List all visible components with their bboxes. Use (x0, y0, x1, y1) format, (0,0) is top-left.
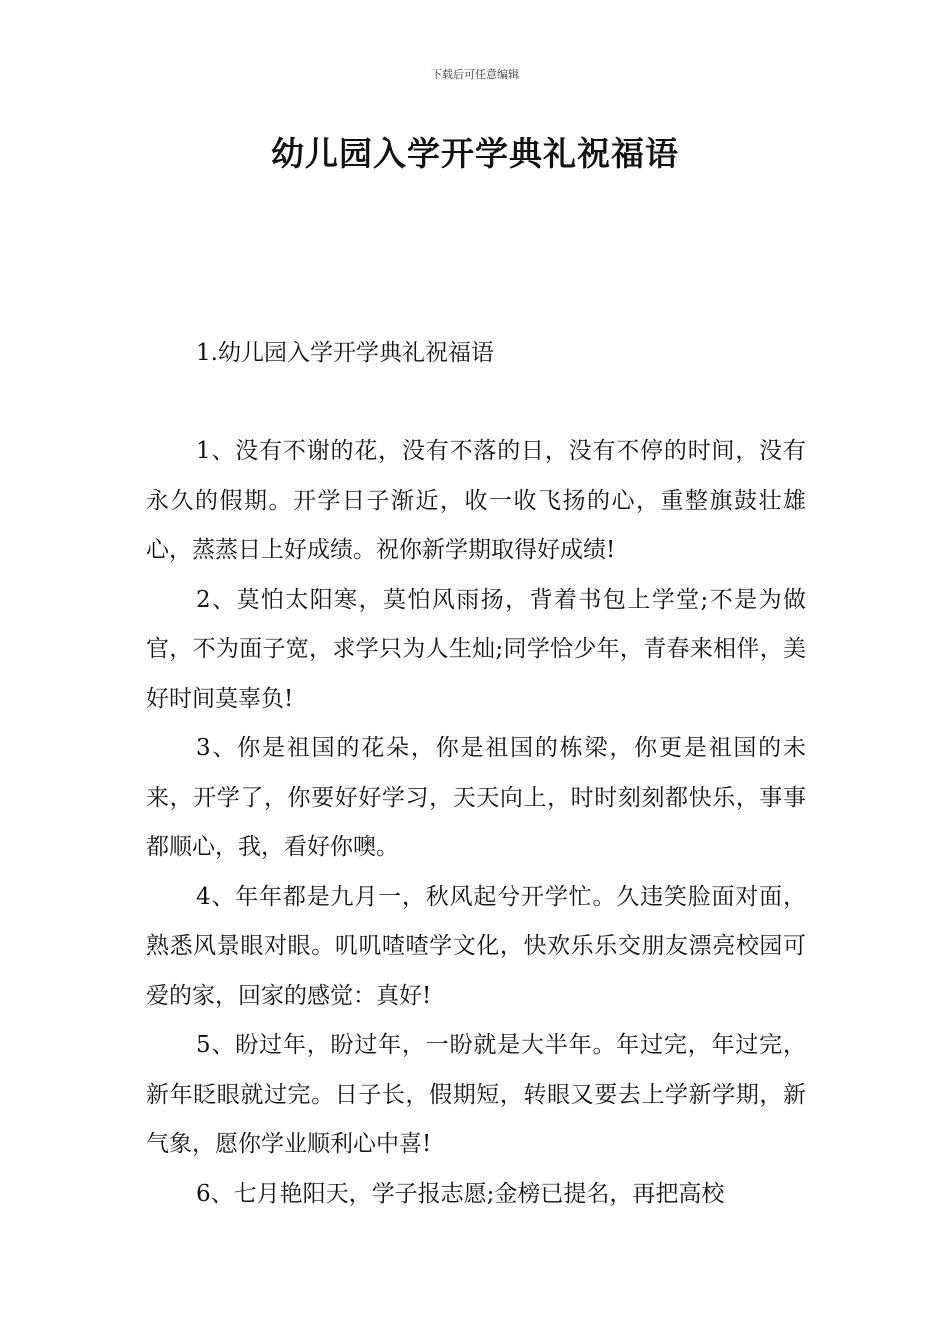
document-title: 幼儿园入学开学典礼祝福语 (271, 134, 679, 173)
paragraph-6: 6、七月艳阳天，学子报志愿;金榜已提名，再把高校 (196, 1180, 725, 1207)
paragraph-4: 4、年年都是九月一，秋风起兮开学忙。久违笑脸面对面，熟悉风景眼对眼。叽叽喳喳学文化，快欢乐乐交朋友漂亮校园可爱的家，回家的感觉：真好! (146, 883, 806, 1009)
paragraph-1: 1、没有不谢的花，没有不落的日，没有不停的时间，没有永久的假期。开学日子渐近，收一收飞扬的心，重整旗鼓壮雄心，蒸蒸日上好成绩。祝你新学期取得好成绩! (146, 438, 806, 563)
paragraph-5: 5、盼过年，盼过年，一盼就是大半年。年过完，年过完，新年眨眼就过完。日子长，假期短，转眼又要去上学新学期，新气象，愿你学业顺利心中喜! (146, 1032, 806, 1157)
header-note: 下载后可任意编辑 (431, 68, 519, 81)
document-body (146, 427, 806, 1219)
section-heading: 1.幼儿园入学开学典礼祝福语 (196, 340, 494, 366)
paragraph-2: 2、莫怕太阳寒，莫怕风雨扬，背着书包上学堂;不是为做官，不为面子宽，求学只为人生灿;同学恰少年，青春来相伴，美好时间莫辜负! (146, 586, 806, 712)
paragraph-3: 3、你是祖国的花朵，你是祖国的栋梁，你更是祖国的未来，开学了，你要好好学习，天天向上，时时刻刻都快乐，事事都顺心，我，看好你噢。 (146, 735, 806, 860)
